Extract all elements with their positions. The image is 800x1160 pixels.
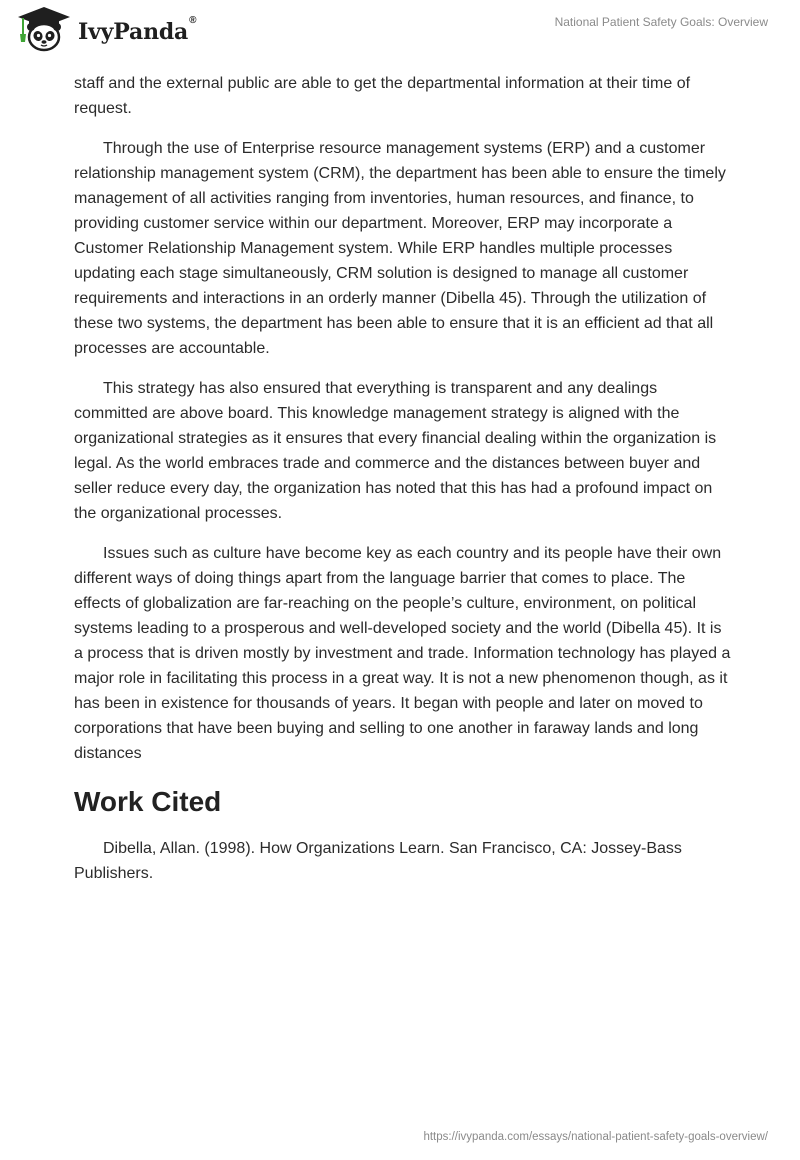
- registered-mark: ®: [189, 15, 197, 26]
- essay-body: [74, 71, 734, 901]
- logo-wordmark: IvyPanda®: [78, 15, 197, 45]
- ivypanda-logo[interactable]: [14, 6, 196, 52]
- paragraph: staff and the external public are able to get the departmental information at their time of request.: [74, 75, 691, 117]
- source-url[interactable]: https://ivypanda.com/essays/national-patient-safety-goals-overview/: [423, 1131, 768, 1143]
- paragraph: This strategy has also ensured that everything is transparent and any dealings committed are above board. This knowledge management strategy is aligned with the organizational strategies as it ensures that every financial dealing within the organization is legal. As the world embraces trade and commerce and the distances between buyer and seller reduce every day, the organization has noted that this has had a profound impact on the organizational processes.: [74, 380, 717, 522]
- paragraph: Through the use of Enterprise resource management systems (ERP) and a customer relationship management system (CRM), the department has been able to ensure the timely management of all activities ranging from inventories, human resources, and finance, to providing customer service within our department. Moreover, ERP may incorporate a Customer Relationship Management system. While ERP handles multiple processes updating each stage simultaneously, CRM solution is designed to manage all customer requirements and interactions in an orderly manner (Dibella 45). Through the utilization of these two systems, the department has been able to ensure that it is an efficient ad that all processes are accountable.: [74, 140, 726, 357]
- citation-entry: Dibella, Allan. (1998). How Organizations Learn. San Francisco, CA: Jossey-Bass Publishers.: [74, 840, 682, 882]
- page-header: [0, 0, 800, 66]
- paragraph: Issues such as culture have become key as each country and its people have their own different ways of doing things apart from the language barrier that comes to place. The effects of globalization are far-reaching on the people’s culture, environment, on political systems leading to a prosperous and well-developed society and the world (Dibella 45). It is a process that is driven mostly by investment and trade. Information technology has played a major role in facilitating this process in a great way. It is not a new phenomenon though, as it has been in existence for thousands of years. It began with people and later on moved to corporations that have been buying and selling to one another in faraway lands and long distances: [74, 545, 731, 762]
- panda-graduate-logo-icon: [14, 6, 74, 52]
- page-title: National Patient Safety Goals: Overview: [554, 15, 768, 29]
- section-heading: Work Cited: [74, 786, 222, 817]
